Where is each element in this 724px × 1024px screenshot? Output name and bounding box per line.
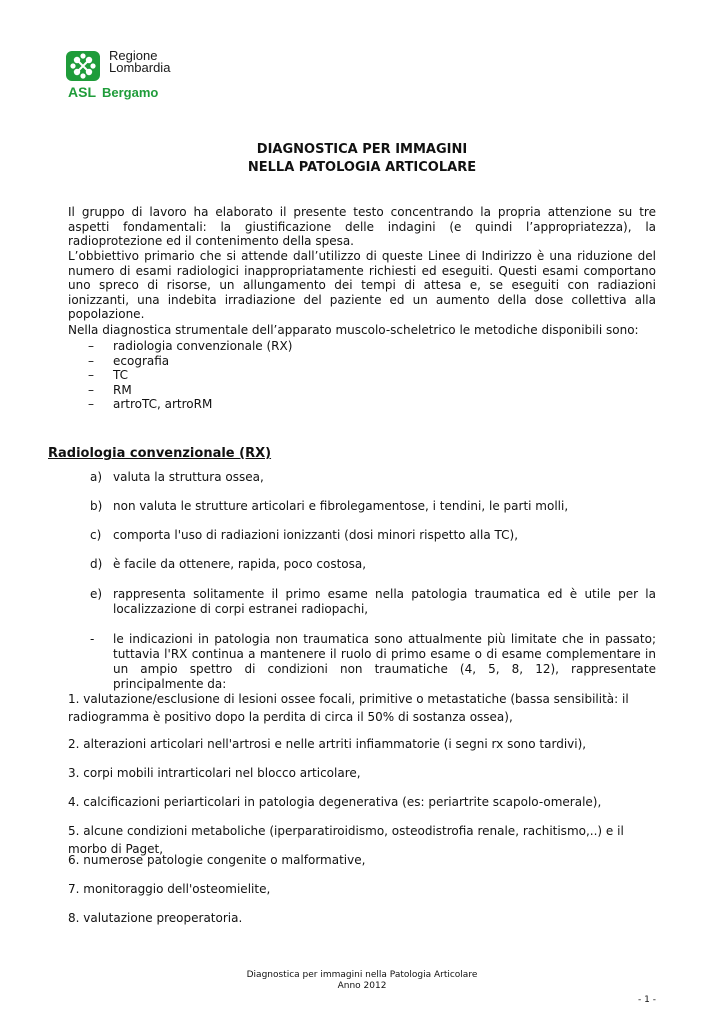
title-line2: NELLA PATOLOGIA ARTICOLARE [247, 160, 477, 175]
page-footer [0, 970, 724, 992]
item-marker: d) [90, 557, 103, 571]
rx-item [90, 557, 656, 572]
title-line1: DIAGNOSTICA PER IMMAGINI [256, 142, 468, 157]
rx-item [90, 528, 656, 543]
intro-paragraph-1: Il gruppo di lavoro ha elaborato il presente testo concentrando la propria attenzione su tre aspetti fondamentali: la giustificazione delle indagini (e quindi l’appropriatezza), la radioprotezione ed il contenimento della spesa. [68, 205, 656, 249]
list-marker: – [88, 353, 94, 368]
item-text: comporta l'uso di radiazioni ionizzanti (dosi minori rispetto alla TC), [113, 528, 519, 542]
numbered-item: 8. valutazione preoperatoria. [68, 911, 243, 925]
list-marker: – [88, 397, 94, 412]
list-item-label: RM [113, 382, 132, 397]
footer-title: Diagnostica per immagini nella Patologia Articolare [246, 970, 478, 980]
numbered-item: 5. alcune condizioni metaboliche (iperparatiroidismo, osteodistrofia renale, rachitismo,..) e il morbo di Paget, [68, 824, 624, 856]
logo-region-line1: Regione [109, 48, 158, 63]
page-number: - 1 - [638, 995, 656, 1005]
item-text: valuta la struttura ossea, [113, 470, 264, 484]
rx-item [90, 499, 656, 514]
logo-city: Bergamo [102, 85, 159, 100]
numbered-item: 7. monitoraggio dell'osteomielite, [68, 882, 271, 896]
logo-region-name [109, 50, 170, 74]
list-item [88, 368, 292, 383]
item-text: è facile da ottenere, rapida, poco costosa, [113, 557, 367, 571]
numbered-item: 3. corpi mobili intrarticolari nel blocco articolare, [68, 766, 361, 780]
document-title [0, 141, 724, 177]
logo-asl [68, 84, 158, 100]
list-item [88, 339, 292, 354]
item-text: non valuta le strutture articolari e fibrolegamentose, i tendini, le parti molli, [113, 499, 569, 513]
item-marker: a) [90, 470, 103, 484]
rx-item [90, 587, 656, 617]
list-item-label: artroTC, artroRM [113, 397, 213, 412]
rx-item [90, 632, 656, 692]
numbered-item: 1. valutazione/esclusione di lesioni ossee focali, primitive o metastatiche (bassa sensibilità: il radiogramma è positivo dopo la perdita di circa il 50% di sostanza ossea), [68, 692, 629, 724]
item-marker: b) [90, 499, 103, 513]
section-title-rx: Radiologia convenzionale (RX) [48, 446, 272, 461]
logo-region-line2: Lombardia [109, 60, 171, 75]
rx-item [90, 470, 656, 485]
item-text: rappresenta solitamente il primo esame nella patologia traumatica ed è utile per la localizzazione di corpi estranei radiopachi, [113, 587, 656, 616]
footer-year: Anno 2012 [337, 981, 387, 991]
logo-asl-label: ASL [68, 84, 96, 100]
item-marker: - [90, 632, 95, 646]
list-marker: – [88, 368, 94, 383]
intro-paragraph-2: L’obbiettivo primario che si attende dall’utilizzo di queste Linee di Indirizzo è una riduzione del numero di esami radiologici inappropriatamente richiesti ed eseguiti. Questi esami comportano uno spreco di risorse, un allungamento dei tempi di attesa e, se eseguiti con radiazioni ionizzanti, una indebita irradiazione del paziente ed un aumento della dose collettiva alla popolazione. [68, 249, 656, 322]
list-item [88, 354, 292, 369]
item-marker: e) [90, 587, 103, 601]
item-marker: c) [90, 528, 102, 542]
regione-lombardia-logo [66, 48, 216, 104]
list-item-label: radiologia convenzionale (RX) [113, 339, 293, 353]
list-item [88, 383, 292, 398]
item-text: le indicazioni in patologia non traumatica sono attualmente più limitate che in passato; tuttavia l'RX continua a mantenere il ruolo di primo esame o di esame complementare in un ampio spettro di condizioni non traumatiche (4, 5, 8, 12), rappresentate principalmente da: [113, 632, 656, 691]
rosa-camuna-icon [66, 51, 100, 81]
list-marker: – [88, 339, 94, 353]
numbered-item: 6. numerose patologie congenite o malformative, [68, 853, 366, 867]
list-item [88, 397, 292, 412]
list-item-label: TC [113, 368, 129, 383]
list-marker: – [88, 382, 94, 397]
numbered-item: 2. alterazioni articolari nell'artrosi e nelle artriti infiammatorie (i segni rx sono tardivi), [68, 737, 587, 751]
intro-paragraph-3: Nella diagnostica strumentale dell’apparato muscolo-scheletrico le metodiche disponibili sono: [68, 323, 639, 337]
numbered-item: 4. calcificazioni periarticolari in patologia degenerativa (es: periartrite scapolo-omerale), [68, 795, 602, 809]
methods-list [88, 339, 292, 412]
list-item-label: ecografia [113, 353, 170, 368]
